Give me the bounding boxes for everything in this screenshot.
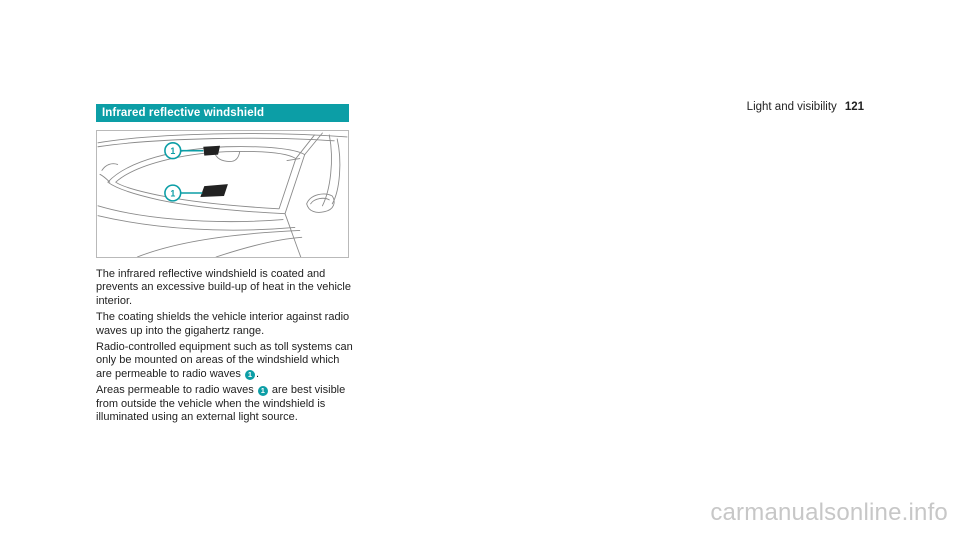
door-edge bbox=[285, 214, 301, 257]
a-pillar-inner bbox=[296, 135, 315, 159]
section-heading: Infrared reflective windshield bbox=[96, 104, 349, 122]
callout-top bbox=[165, 143, 181, 159]
left-mirror-edge bbox=[102, 164, 118, 171]
paragraph-1: The infrared reflective windshield is coated and prevents an excessive build-up of heat in the vehicle interior. bbox=[96, 268, 351, 307]
windshield-outer bbox=[108, 147, 305, 214]
windshield-drawing bbox=[97, 131, 348, 257]
header-section-title: Light and visibility bbox=[746, 101, 837, 113]
hood-crease bbox=[137, 230, 299, 257]
windshield-inner bbox=[116, 151, 296, 208]
side-mirror-inner bbox=[311, 198, 330, 204]
hood-line bbox=[98, 216, 295, 230]
paragraph-2: The coating shields the vehicle interior against radio waves up into the gigahertz range. bbox=[96, 311, 350, 337]
paragraph-3-end: . bbox=[255, 367, 260, 380]
left-pillar bbox=[100, 174, 110, 182]
callout-bottom-label: 1 bbox=[170, 188, 176, 199]
hood-crease-2 bbox=[216, 237, 302, 257]
running-header bbox=[747, 101, 864, 113]
hood-rear-edge bbox=[98, 206, 283, 222]
callout-badge: 1 bbox=[258, 386, 268, 396]
paragraph-3-text: Radio-controlled equipment such as toll systems can only be mounted on areas of the windshield which are permeable to radio waves bbox=[96, 341, 353, 380]
callout-top-label: 1 bbox=[170, 146, 176, 157]
roof-line-inner bbox=[98, 138, 334, 147]
paragraph-4-end: are best visible from outside the vehicle when the windshield is illuminated using an external light source. bbox=[96, 384, 346, 424]
sensor-line bbox=[287, 159, 300, 161]
callout-bottom bbox=[165, 185, 181, 201]
callout-badge: 1 bbox=[245, 370, 255, 380]
paragraph-4 bbox=[96, 384, 358, 424]
watermark: carmanualsonline.info bbox=[710, 499, 948, 526]
windshield-illustration bbox=[96, 130, 349, 258]
paragraph-3 bbox=[96, 341, 358, 381]
door-frame-outer bbox=[332, 139, 340, 204]
permeable-area-bottom bbox=[200, 184, 228, 197]
paragraph-4-text: Areas permeable to radio waves bbox=[96, 384, 254, 397]
body-text bbox=[96, 268, 358, 427]
permeable-area-top bbox=[203, 146, 220, 156]
page-number: 121 bbox=[844, 101, 864, 113]
